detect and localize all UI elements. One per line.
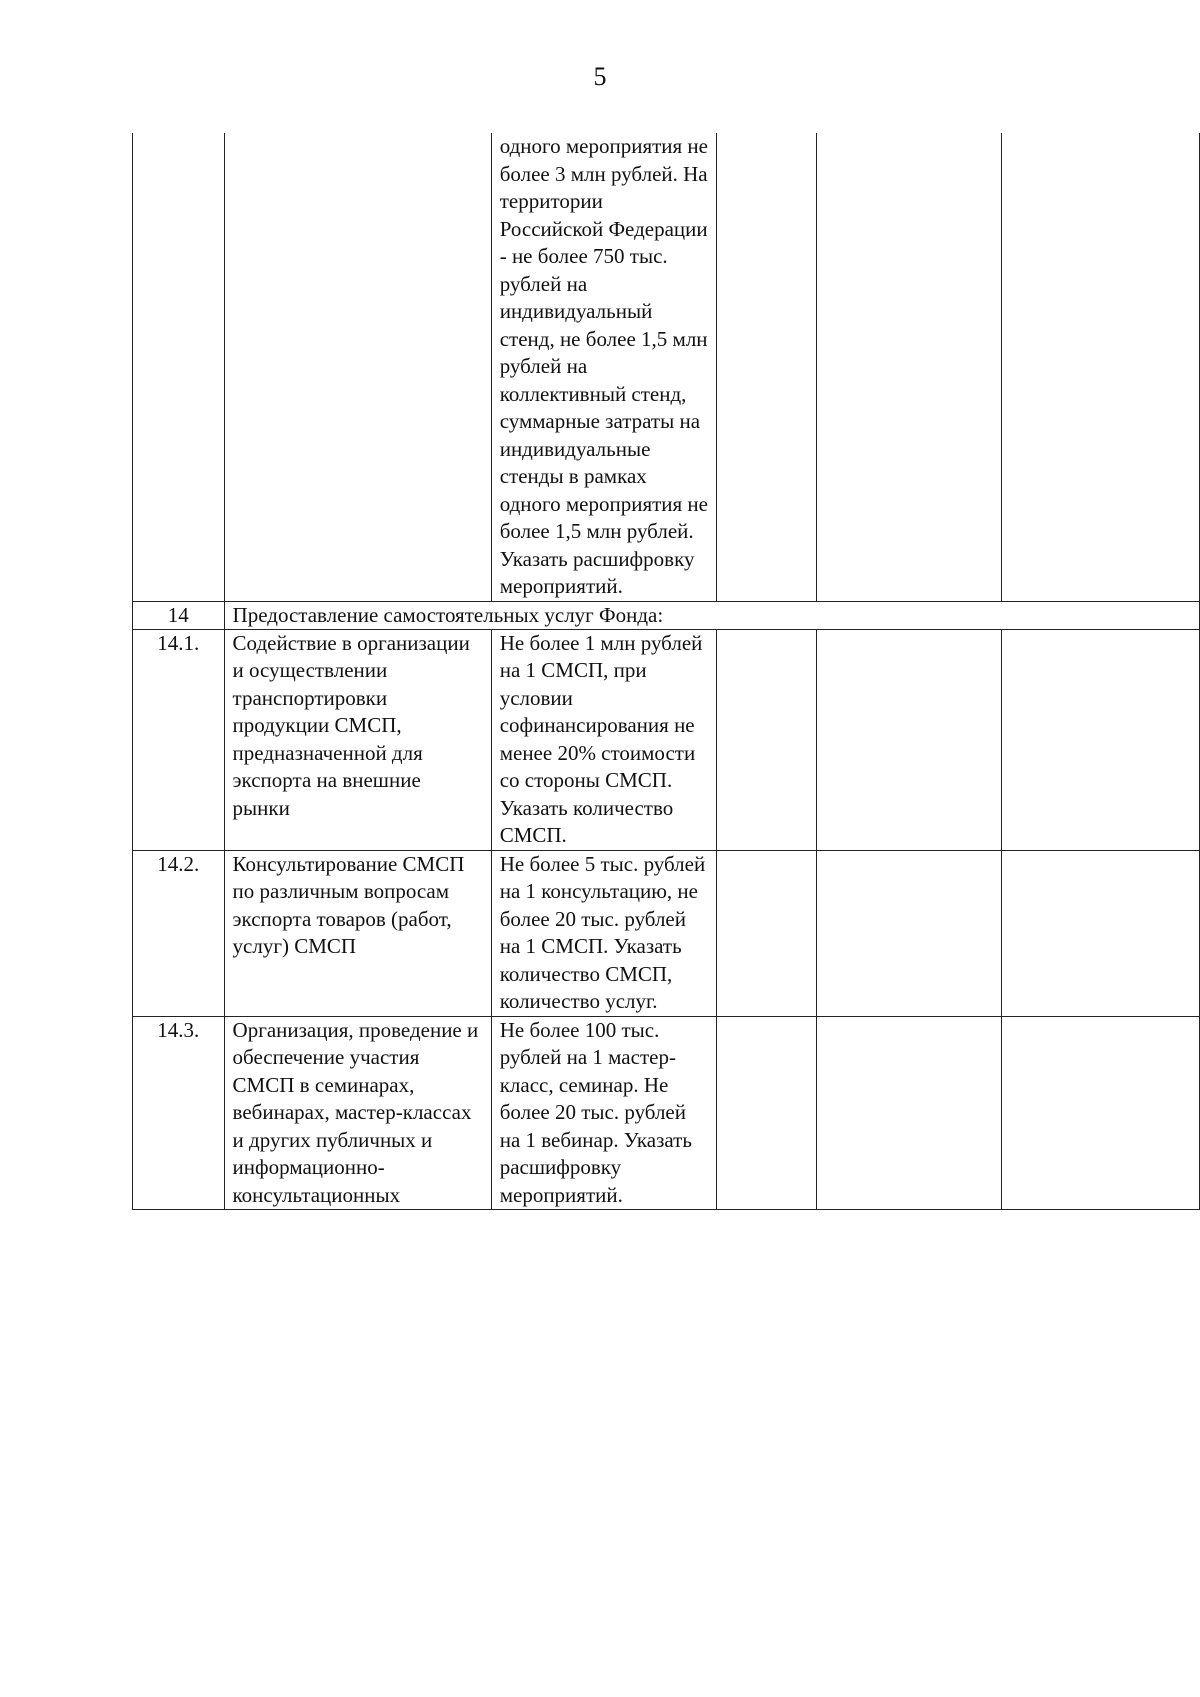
cell-empty — [817, 629, 1001, 850]
page-number: 5 — [593, 62, 607, 91]
section-row — [133, 601, 1200, 629]
row-conditions: Не более 5 тыс. рублей на 1 консультацию, не более 20 тыс. рублей на 1 СМСП. Указать количество СМСП, количество услуг. — [491, 850, 717, 1016]
cell-empty — [817, 850, 1001, 1016]
row-number: 14.3. — [133, 1016, 225, 1210]
cell-empty — [817, 133, 1001, 601]
section-title: Предоставление самостоятельных услуг Фонда: — [224, 601, 1199, 629]
cell-conditions: одного мероприятия не более 3 млн рублей. На территории Российской Федерации - не более 750 тыс. рублей на индивидуальный стенд, не более 1,5 млн рублей на коллективный стенд, суммарные затраты на индивидуальные стенды в рамках одного мероприятия не более 1,5 млн рублей. Указать расшифровку мероприятий. — [491, 133, 717, 601]
cell-empty — [717, 850, 817, 1016]
cell-empty — [1001, 1016, 1199, 1210]
row-conditions: Не более 1 млн рублей на 1 СМСП, при условии софинансирования не менее 20% стоимости со стороны СМСП. Указать количество СМСП. — [491, 629, 717, 850]
row-name: Организация, проведение и обеспечение участия СМСП в семинарах, вебинарах, мастер-классах и других публичных и информационно-консультационных — [224, 1016, 491, 1210]
row-name: Содействие в организации и осуществлении транспортировки продукции СМСП, предназначенной для экспорта на внешние рынки — [224, 629, 491, 850]
cell-empty — [1001, 629, 1199, 850]
row-conditions: Не более 100 тыс. рублей на 1 мастер-класс, семинар. Не более 20 тыс. рублей на 1 вебинар. Указать расшифровку мероприятий. — [491, 1016, 717, 1210]
row-number: 14.1. — [133, 629, 225, 850]
table-row — [133, 629, 1200, 850]
cell-number — [133, 133, 225, 601]
cell-empty — [1001, 133, 1199, 601]
cell-empty — [717, 1016, 817, 1210]
table-row — [133, 1016, 1200, 1210]
cell-name — [224, 133, 491, 601]
cell-empty — [817, 1016, 1001, 1210]
row-name: Консультирование СМСП по различным вопросам экспорта товаров (работ, услуг) СМСП — [224, 850, 491, 1016]
section-number: 14 — [133, 601, 225, 629]
continuation-row — [133, 133, 1200, 601]
cell-empty — [717, 133, 817, 601]
table-row — [133, 850, 1200, 1016]
cell-empty — [717, 629, 817, 850]
cell-empty — [1001, 850, 1199, 1016]
measures-table — [132, 133, 1200, 1210]
row-number: 14.2. — [133, 850, 225, 1016]
